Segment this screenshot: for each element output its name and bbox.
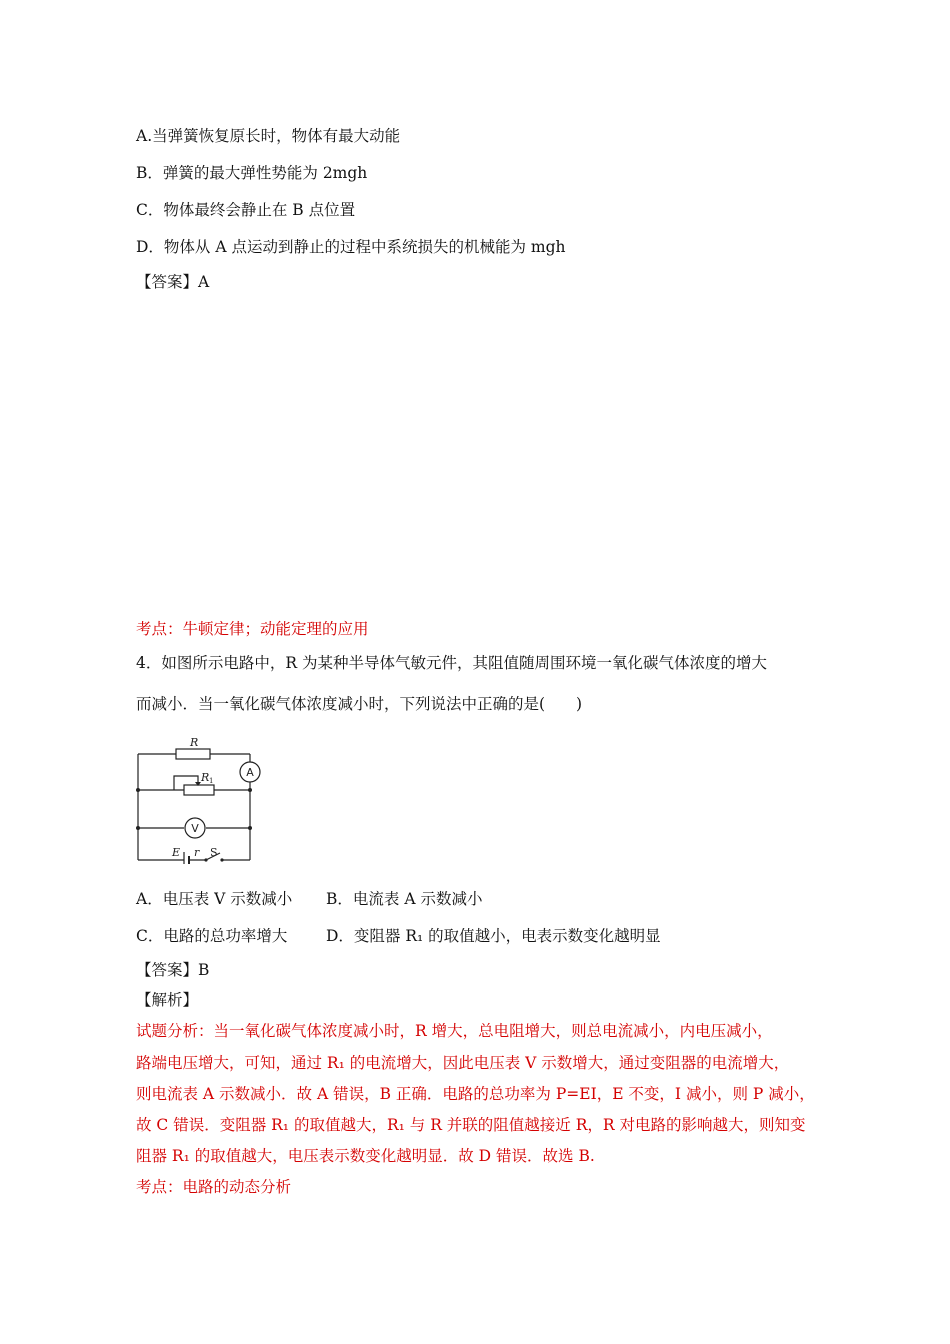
q3-option-a: A.当弹簧恢复原长时，物体有最大动能 xyxy=(136,127,401,145)
q4-analysis-line3: 则电流表 A 示数减小．故 A 错误，B 正确．电路的总功率为 P=EI，E 不变，I 减小，则 P 减小， xyxy=(136,1085,815,1103)
q4-analysis-line1: 试题分析：当一氧化碳气体浓度减小时，R 增大，总电阻增大，则总电流减小，内电压减小， xyxy=(136,1022,773,1040)
label-S: S xyxy=(210,846,218,859)
label-V: V xyxy=(191,822,199,835)
q4-jiexi: 【解析】 xyxy=(136,991,199,1009)
q3-option-b: B．弹簧的最大弹性势能为 2mgh xyxy=(136,164,368,182)
circuit-diagram xyxy=(128,732,264,864)
label-r: r xyxy=(194,846,200,859)
label-R1: R xyxy=(201,771,210,784)
q4-kaodian: 考点：电路的动态分析 xyxy=(136,1178,292,1196)
q3-option-d: D．物体从 A 点运动到静止的过程中系统损失的机械能为 mgh xyxy=(136,238,566,256)
q4-stem-line1: 4．如图所示电路中，R 为某种半导体气敏元件，其阻值随周围环境一氧化碳气体浓度的增大 xyxy=(136,654,767,672)
q4-analysis-line2: 路端电压增大，可知，通过 R₁ 的电流增大，因此电压表 V 示数增大，通过变阻器的电流增大， xyxy=(136,1054,790,1072)
q4-analysis-line5: 阻器 R₁ 的取值越大，电压表示数变化越明显．故 D 错误．故选 B. xyxy=(136,1147,595,1165)
q4-option-b: B．电流表 A 示数减小 xyxy=(326,890,483,908)
q4-analysis-line4: 故 C 错误．变阻器 R₁ 的取值越大，R₁ 与 R 并联的阻值越接近 R，R 对电路的影响越大，则知变 xyxy=(136,1116,806,1134)
q3-option-c: C．物体最终会静止在 B 点位置 xyxy=(136,201,356,219)
label-R: R xyxy=(190,736,199,749)
label-A: A xyxy=(246,766,254,779)
q4-stem-line2: 而减小．当一氧化碳气体浓度减小时，下列说法中正确的是( ) xyxy=(136,695,583,713)
label-R1-sub: 1 xyxy=(209,777,214,785)
q4-option-d: D．变阻器 R₁ 的取值越小，电表示数变化越明显 xyxy=(326,927,661,945)
q4-answer: 【答案】B xyxy=(136,961,210,979)
q3-answer: 【答案】A xyxy=(136,273,210,291)
label-E: E xyxy=(172,846,181,859)
q3-kaodian: 考点：牛顿定律；动能定理的应用 xyxy=(136,620,369,638)
q4-option-a: A．电压表 V 示数减小 xyxy=(136,890,293,908)
q4-option-c: C．电路的总功率增大 xyxy=(136,927,288,945)
